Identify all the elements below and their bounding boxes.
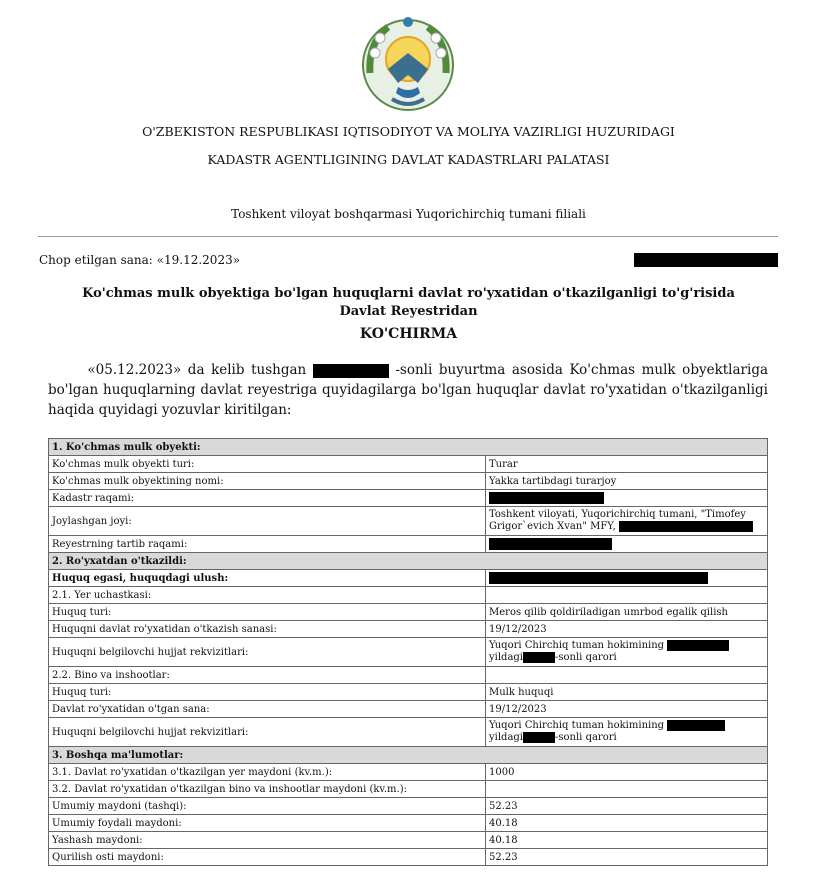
table-row: Reyestrning tartib raqami: bbox=[49, 536, 768, 553]
section-header: 2. Ro'yxatdan o'tkazildi: bbox=[49, 553, 768, 570]
table-row: Joylashgan joyi: Toshkent viloyati, Yuqorichirchiq tumani, "Timofey Grigor`evich Xvan" MFY, bbox=[49, 507, 768, 536]
header-divider bbox=[38, 236, 778, 237]
section-header: 1. Ko'chmas mulk obyekti: bbox=[49, 439, 768, 456]
table-row: 2.1. Yer uchastkasi: bbox=[49, 587, 768, 604]
agency-name-line2: KADASTR AGENTLIGINING DAVLAT KADASTRLARI PALATASI bbox=[207, 152, 610, 167]
document-subtitle: KO'CHIRMA bbox=[359, 326, 458, 342]
table-row: Kadastr raqami: bbox=[49, 490, 768, 507]
redacted-field bbox=[489, 572, 708, 584]
table-row: Davlat ro'yxatidan o'tgan sana: 19/12/2023 bbox=[49, 701, 768, 718]
redacted-field bbox=[489, 538, 612, 550]
table-row: Umumiy maydoni (tashqi): 52.23 bbox=[49, 798, 768, 815]
table-row: Yashash maydoni: 40.18 bbox=[49, 832, 768, 849]
intro-text-start: «05.12.2023» da kelib tushgan bbox=[87, 362, 307, 378]
table-row: 2.2. Bino va inshootlar: bbox=[49, 667, 768, 684]
table-row: Huquqni belgilovchi hujjat rekvizitlari: Yuqori Chirchiq tuman hokimining yildagi -sonli qarori bbox=[49, 638, 768, 667]
redacted-field bbox=[313, 364, 389, 378]
redacted-field bbox=[667, 720, 725, 731]
redacted-field bbox=[523, 652, 555, 663]
redacted-field bbox=[667, 640, 729, 651]
table-row: Huquq egasi, huquqdagi ulush: bbox=[49, 570, 768, 587]
table-row: Huquqni davlat ro'yxatidan o'tkazish sanasi: 19/12/2023 bbox=[49, 621, 768, 638]
print-date: Chop etilgan sana: «19.12.2023» bbox=[39, 253, 241, 267]
section-header: 3. Boshqa ma'lumotlar: bbox=[49, 747, 768, 764]
table-row: Huquq turi: Mulk huquqi bbox=[49, 684, 768, 701]
redacted-field bbox=[489, 492, 604, 504]
state-emblem bbox=[358, 13, 458, 113]
table-row: Qurilish osti maydoni: 52.23 bbox=[49, 849, 768, 866]
branch-name: Toshkent viloyat boshqarmasi Yuqorichirchiq tumani filiali bbox=[231, 207, 586, 221]
table-row: Ko'chmas mulk obyekti turi: Turar bbox=[49, 456, 768, 473]
agency-name-line1: O'ZBEKISTON RESPUBLIKASI IQTISODIYOT VA MOLIYA VAZIRLIGI HUZURIDAGI bbox=[142, 124, 675, 139]
document-title: Ko'chmas mulk obyektiga bo'lgan huquqlarni davlat ro'yxatidan o'tkazilganligi to'g'risida Davlat Reyestridan bbox=[82, 286, 735, 319]
registry-table bbox=[48, 438, 768, 866]
intro-text-end: -sonli buyurtma asosida Ko'chmas mulk obyektlariga bo'lgan huquqlarning davlat reyestriga quyidagilarga bo'lgan huquqlar davlat ro'yxatidan o'tkazilganligi haqida quyidagi yozuvlar kiritilgan: bbox=[48, 362, 769, 418]
intro-paragraph bbox=[48, 360, 768, 420]
redacted-field bbox=[523, 732, 555, 743]
table-row: Umumiy foydali maydoni: 40.18 bbox=[49, 815, 768, 832]
table-row: Ko'chmas mulk obyektining nomi: Yakka tartibdagi turarjoy bbox=[49, 473, 768, 490]
table-row: 3.2. Davlat ro'yxatidan o'tkazilgan bino va inshootlar maydoni (kv.m.): bbox=[49, 781, 768, 798]
redacted-field bbox=[619, 521, 753, 532]
table-row: Huquqni belgilovchi hujjat rekvizitlari: Yuqori Chirchiq tuman hokimining yildagi -sonli qarori bbox=[49, 718, 768, 747]
redacted-field bbox=[634, 253, 778, 267]
table-row: 3.1. Davlat ro'yxatidan o'tkazilgan yer maydoni (kv.m.): 1000 bbox=[49, 764, 768, 781]
table-row: Huquq turi: Meros qilib qoldiriladigan umrbod egalik qilish bbox=[49, 604, 768, 621]
